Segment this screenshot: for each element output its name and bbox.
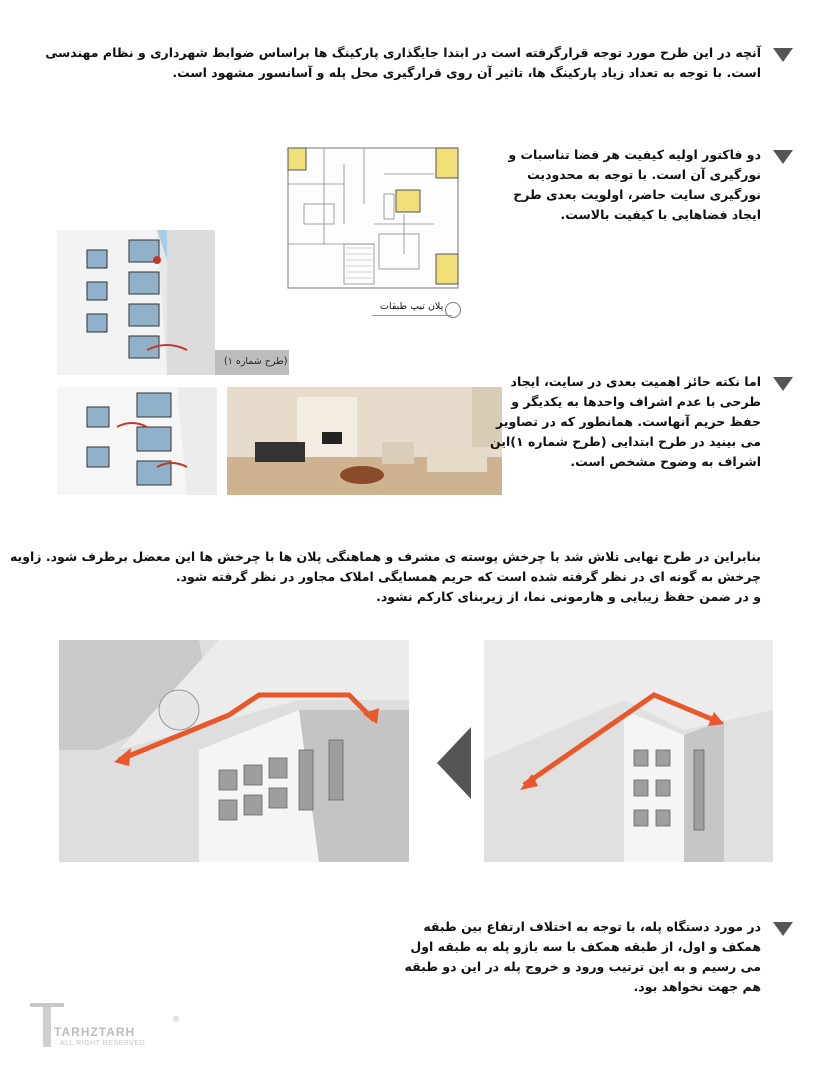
text-line: می بینید در طرح ابتدایی (طرح شماره ۱)این <box>490 434 761 449</box>
logo-registered: ® <box>172 1015 180 1024</box>
text-line: نورگیری سایت حاضر، اولویت بعدی طرح <box>513 187 761 202</box>
text-line: همکف و اول، از طبقه همکف با سه بازو پله به طبقه اول <box>410 939 761 954</box>
text-line: دو فاکتور اولیه کیفیت هر فضا تناسبات و <box>508 147 761 162</box>
facade-render-top <box>57 230 215 375</box>
final-render-left <box>59 640 409 862</box>
bullet-triangle-icon <box>773 150 793 164</box>
plan-caption: پلان تیپ طبقات <box>380 301 444 312</box>
scheme-label: (طرح شماره ۱) <box>224 356 288 367</box>
initial-render-right <box>484 640 773 862</box>
text-line: اشراف به وضوح مشخص است. <box>570 454 761 469</box>
interior-render <box>227 387 502 495</box>
text-line: طرحی با عدم اشراف واحدها به یکدیگر و <box>511 394 761 409</box>
paragraph-staircase <box>405 917 761 997</box>
plan-caption-line <box>372 315 452 316</box>
text-line: و در ضمن حفظ زیبایی و هارمونی نما، از زیربنای کارکم نشود. <box>376 589 761 604</box>
facade-render-bottom <box>57 387 217 495</box>
logo-tagline: ALL RIGHT RESERVED <box>60 1040 146 1047</box>
logo <box>30 1003 180 1051</box>
paragraph-parking <box>45 43 761 83</box>
text-line: است. با توجه به تعداد زیاد پارکینگ ها، تاثیر آن روی قرارگیری محل پله و آسانسور مشهود است. <box>172 65 761 80</box>
text-line: حفظ حریم آنهاست. همانطور که در تصاویر <box>495 414 761 429</box>
text-line: بنابراین در طرح نهایی تلاش شد با چرخش پوسته ی مشرف و هماهنگی پلان ها با چرخش ها این معضل برطرف شود. زاویه <box>9 549 761 564</box>
text-line: هم جهت نخواهد بود. <box>633 979 761 994</box>
text-line: ایجاد فضاهایی با کیفیت بالاست. <box>560 207 761 222</box>
text-line: می رسیم و به این ترتیب ورود و خروج پله در این دو طبقه <box>404 959 761 974</box>
paragraph-quality <box>508 145 761 225</box>
bullet-triangle-icon <box>773 922 793 936</box>
text-line: در مورد دستگاه پله، با توجه به اختلاف ارتفاع بین طبقه <box>423 919 761 934</box>
paragraph-privacy <box>490 372 761 472</box>
logo-t-stem <box>43 1007 51 1047</box>
logo-name: TARHZTARH <box>54 1025 136 1039</box>
text-line: آنچه در این طرح مورد توجه قرارگرفته است در ابتدا جایگذاری پارکینگ ها براساس ضوابط شهرداری و نظام مهندسی <box>45 45 761 60</box>
arrow-left-icon <box>437 727 471 799</box>
text-line: اما نکته حائز اهمیت بعدی در سایت، ایجاد <box>510 374 761 389</box>
paragraph-final-design <box>10 547 761 607</box>
bullet-triangle-icon <box>773 48 793 62</box>
bullet-triangle-icon <box>773 377 793 391</box>
floor-plan-image <box>284 144 462 292</box>
text-line: چرخش به گونه ای در نظر گرفته شده است که حریم همسایگی املاک مجاور در نظر گرفته شود. <box>175 569 761 584</box>
north-arrow-icon <box>445 302 461 318</box>
text-line: نورگیری آن است. با توجه به محدودیت <box>527 167 761 182</box>
